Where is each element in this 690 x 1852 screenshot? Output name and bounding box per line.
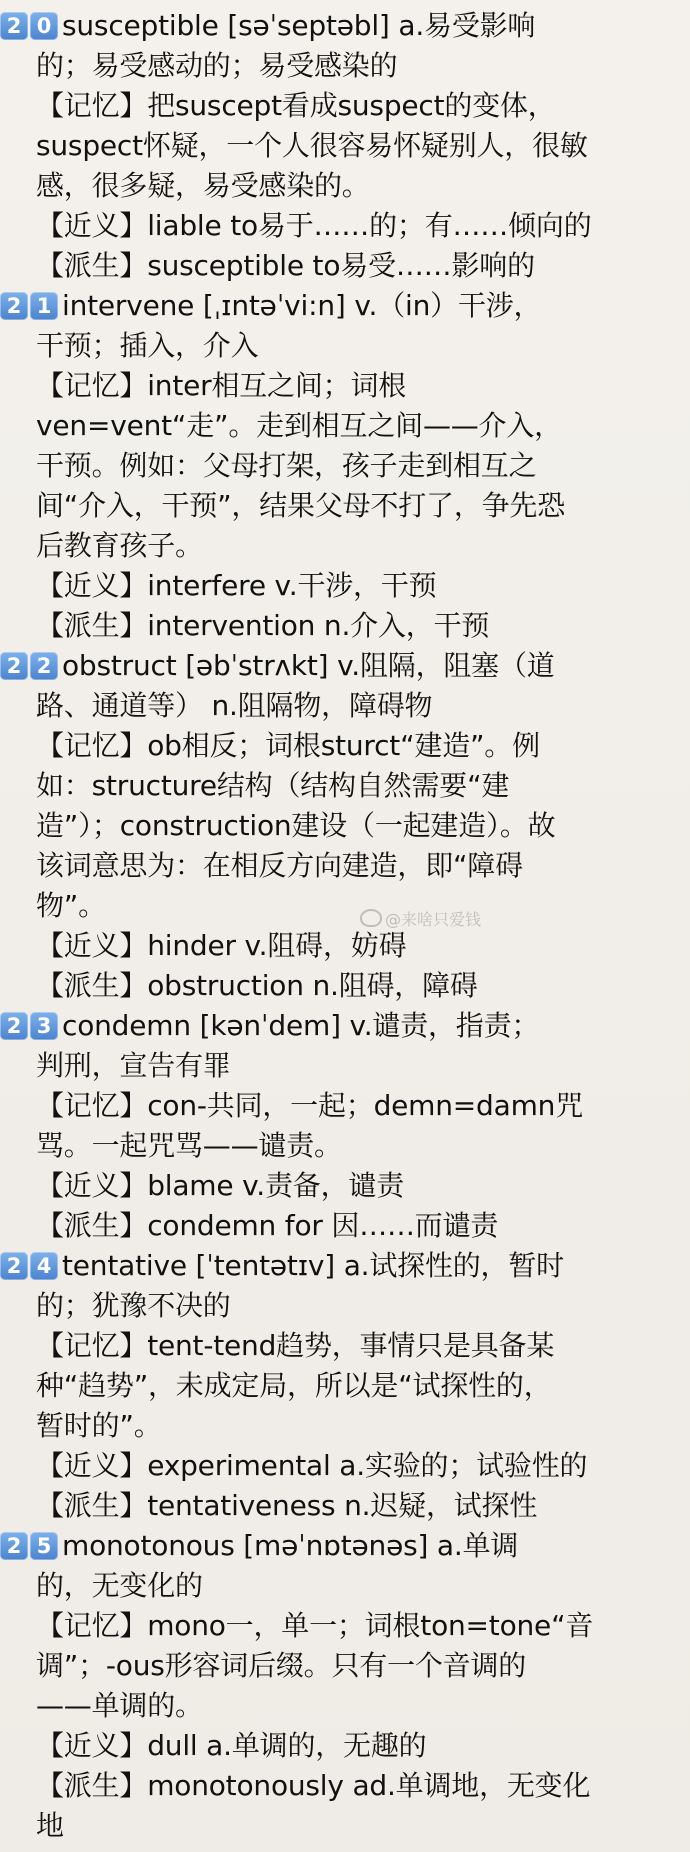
definition-line-text: 干预；插入，介入	[36, 329, 259, 362]
derived-line	[36, 246, 676, 286]
memory-line	[36, 486, 676, 526]
number-badge-icon: 2	[0, 1252, 28, 1280]
number-badge-icon: 3	[30, 1012, 58, 1040]
derived-line	[36, 1486, 676, 1526]
memory-line-text: 该词意思为：在相反方向建造，即“障碍	[36, 849, 523, 882]
headword-line	[6, 6, 676, 46]
memory-line-text: 【记忆】tent-tend趋势，事情只是具备某	[36, 1329, 555, 1362]
memory-line-text: 干预。例如：父母打架，孩子走到相互之	[36, 449, 537, 482]
entry-number	[0, 6, 60, 46]
memory-line	[36, 886, 676, 926]
memory-line	[36, 1126, 676, 1166]
derived-line-text: 【派生】condemn for 因……而谴责	[36, 1209, 499, 1242]
definition-line-text: 的，无变化的	[36, 1569, 203, 1602]
memory-line-text: 【记忆】inter相互之间；词根	[36, 369, 407, 402]
synonym-line	[36, 566, 676, 606]
memory-line	[36, 806, 676, 846]
synonym-line	[36, 1446, 676, 1486]
entry-number	[0, 646, 60, 686]
memory-line	[36, 1646, 676, 1686]
number-badge-icon: 1	[30, 292, 58, 320]
memory-line	[36, 726, 676, 766]
watermark	[360, 907, 481, 930]
definition-line-text: 的；犹豫不决的	[36, 1289, 231, 1322]
memory-line-text: 【记忆】mono一，单一；词根ton=tone“音	[36, 1609, 594, 1642]
number-badge-icon: 0	[30, 12, 58, 40]
headword-line-text: tentative [ˈtentətɪv] a.试探性的，暂时	[62, 1249, 564, 1282]
synonym-line-text: 【近义】blame v.责备，谴责	[36, 1169, 405, 1202]
memory-line-text: 造”）；construction建设（一起建造）。故	[36, 809, 556, 842]
derived-line	[36, 1806, 676, 1846]
definition-line	[36, 1566, 676, 1606]
memory-line	[36, 446, 676, 486]
memory-line	[36, 1406, 676, 1446]
memory-line-text: 【记忆】ob相反；词根sturct“建造”。例	[36, 729, 540, 762]
synonym-line	[36, 926, 676, 966]
memory-line	[36, 1686, 676, 1726]
entry-number	[0, 1246, 60, 1286]
definition-line	[36, 1286, 676, 1326]
memory-line	[36, 1366, 676, 1406]
derived-line-text: 地	[36, 1809, 64, 1842]
memory-line	[36, 766, 676, 806]
memory-line-text: ——单调的。	[36, 1689, 203, 1722]
headword-line-text: intervene [ˌɪntəˈvi:n] v.（in）干涉，	[62, 289, 542, 322]
memory-line-text: 后教育孩子。	[36, 529, 203, 562]
derived-line-text: 【派生】tentativeness n.迟疑，试探性	[36, 1489, 538, 1522]
memory-line	[36, 846, 676, 886]
derived-line	[36, 606, 676, 646]
headword-line	[6, 286, 676, 326]
number-badge-icon: 2	[0, 1012, 28, 1040]
word-entry	[6, 6, 676, 286]
headword-line-text: obstruct [əbˈstrʌkt] v.阻隔，阻塞（道	[62, 649, 555, 682]
memory-line	[36, 406, 676, 446]
watermark-text: @来啥只爱钱	[385, 910, 482, 929]
synonym-line-text: 【近义】interfere v.干涉，干预	[36, 569, 437, 602]
synonym-line-text: 【近义】dull a.单调的，无趣的	[36, 1729, 427, 1762]
memory-line	[36, 1086, 676, 1126]
memory-line-text: 间“介入，干预”，结果父母不打了，争先恐	[36, 489, 566, 522]
memory-line	[36, 166, 676, 206]
number-badge-icon: 5	[30, 1532, 58, 1560]
word-entry	[6, 286, 676, 646]
word-entry	[6, 646, 676, 1006]
word-entry	[6, 1526, 676, 1846]
synonym-line-text: 【近义】experimental a.实验的；试验性的	[36, 1449, 588, 1482]
headword-line	[6, 1006, 676, 1046]
headword-line	[6, 1246, 676, 1286]
memory-line	[36, 366, 676, 406]
entry-number	[0, 1526, 60, 1566]
weibo-logo-icon	[360, 909, 382, 927]
memory-line-text: 如：structure结构（结构自然需要“建	[36, 769, 510, 802]
memory-line-text: 感，很多疑，易受感染的。	[36, 169, 370, 202]
derived-line	[36, 1766, 676, 1806]
memory-line	[36, 86, 676, 126]
number-badge-icon: 4	[30, 1252, 58, 1280]
definition-line	[36, 1046, 676, 1086]
memory-line-text: 【记忆】把suscept看成suspect的变体，	[36, 89, 556, 122]
word-entry	[6, 1246, 676, 1526]
derived-line	[36, 1206, 676, 1246]
derived-line-text: 【派生】susceptible to易受……影响的	[36, 249, 535, 282]
synonym-line	[36, 1166, 676, 1206]
number-badge-icon: 2	[0, 12, 28, 40]
memory-line-text: 【记忆】con-共同，一起；demn=damn咒	[36, 1089, 584, 1122]
memory-line-text: ven=vent“走”。走到相互之间——介入，	[36, 409, 562, 442]
memory-line-text: 调”；-ous形容词后缀。只有一个音调的	[36, 1649, 527, 1682]
derived-line	[36, 966, 676, 1006]
memory-line	[36, 1606, 676, 1646]
memory-line-text: 种“趋势”，未成定局，所以是“试探性的，	[36, 1369, 552, 1402]
number-badge-icon: 2	[30, 652, 58, 680]
definition-line-text: 的；易受感动的；易受感染的	[36, 49, 398, 82]
word-entry	[6, 1006, 676, 1246]
entry-number	[0, 286, 60, 326]
headword-line-text: monotonous [məˈnɒtənəs] a.单调	[62, 1529, 519, 1562]
definition-line	[36, 326, 676, 366]
headword-line	[6, 1526, 676, 1566]
number-badge-icon: 2	[0, 1532, 28, 1560]
synonym-line	[36, 1726, 676, 1766]
memory-line-text: suspect怀疑，一个人很容易怀疑别人，很敏	[36, 129, 588, 162]
memory-line	[36, 526, 676, 566]
memory-line-text: 暂时的”。	[36, 1409, 162, 1442]
headword-line-text: susceptible [səˈseptəbl] a.易受影响	[62, 9, 536, 42]
definition-line	[36, 686, 676, 726]
memory-line-text: 骂。一起咒骂——谴责。	[36, 1129, 342, 1162]
memory-line	[36, 126, 676, 166]
synonym-line	[36, 206, 676, 246]
headword-line-text: condemn [kənˈdem] v.谴责，指责；	[62, 1009, 540, 1042]
definition-line-text: 判刑，宣告有罪	[36, 1049, 231, 1082]
derived-line-text: 【派生】obstruction n.阻碍，障碍	[36, 969, 478, 1002]
memory-line-text: 物”。	[36, 889, 106, 922]
memory-line	[36, 1326, 676, 1366]
synonym-line-text: 【近义】hinder v.阻碍，妨碍	[36, 929, 407, 962]
synonym-line-text: 【近义】liable to易于……的；有……倾向的	[36, 209, 592, 242]
definition-line	[36, 46, 676, 86]
entry-number	[0, 1006, 60, 1046]
derived-line-text: 【派生】monotonously ad.单调地，无变化	[36, 1769, 591, 1802]
headword-line	[6, 646, 676, 686]
number-badge-icon: 2	[0, 652, 28, 680]
derived-line-text: 【派生】intervention n.介入，干预	[36, 609, 490, 642]
number-badge-icon: 2	[0, 292, 28, 320]
definition-line-text: 路、通道等） n.阻隔物，障碍物	[36, 689, 433, 722]
